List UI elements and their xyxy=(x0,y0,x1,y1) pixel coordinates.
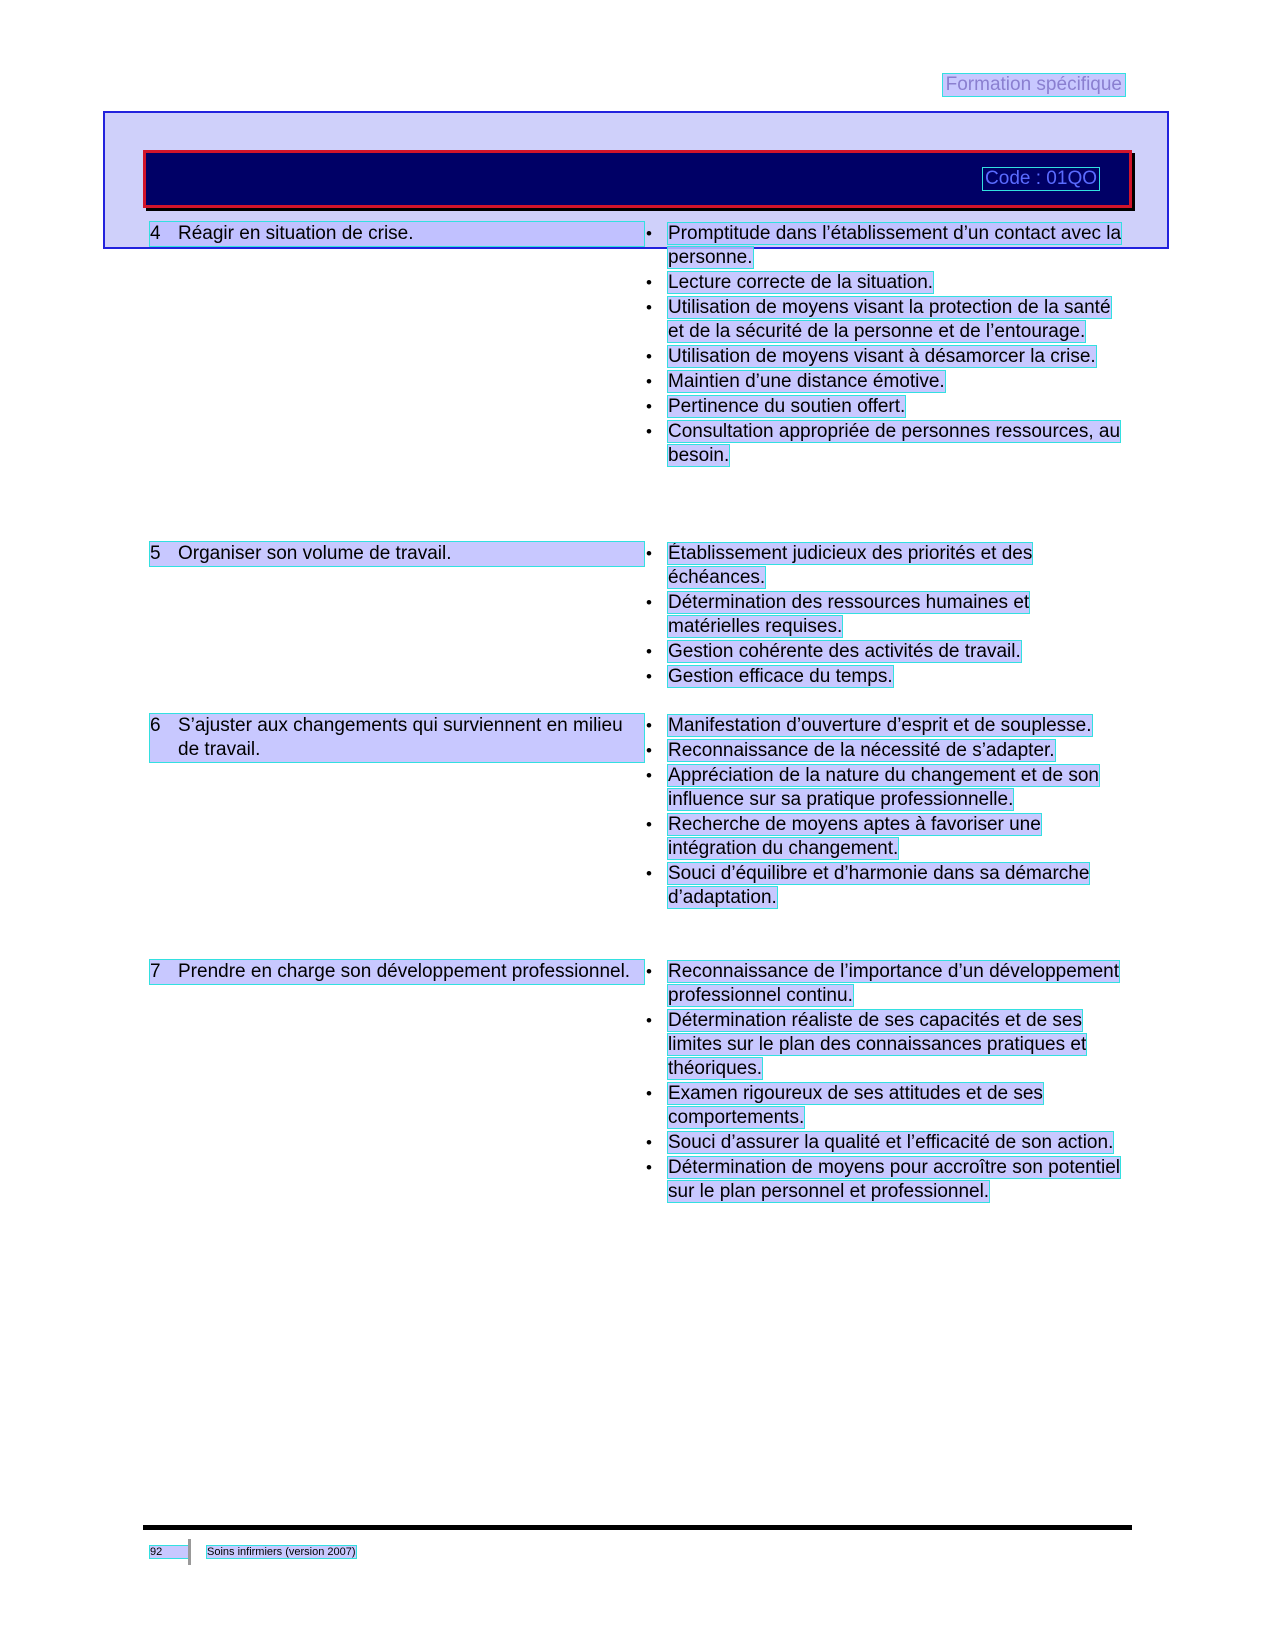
criterion: • Détermination réaliste de ses capacités et de ses limites sur le plan des connaissances pratiques et théoriques. xyxy=(646,1010,1087,1079)
bullet-icon: • xyxy=(646,716,652,735)
page-footer xyxy=(150,1539,356,1565)
bullet-icon: • xyxy=(646,667,652,686)
criterion: • Lecture correcte de la situation. xyxy=(646,272,934,293)
footer-rule xyxy=(143,1525,1132,1530)
bullet-icon: • xyxy=(646,1084,652,1103)
bullet-icon: • xyxy=(646,372,652,391)
criterion: • Consultation appropriée de personnes ressources, au besoin. xyxy=(646,421,1121,466)
bullet-icon: • xyxy=(646,224,652,243)
competency-text: Réagir en situation de crise. xyxy=(178,223,414,244)
criterion: • Reconnaissance de la nécessité de s’adapter. xyxy=(646,740,1055,761)
bullet-icon: • xyxy=(646,864,652,883)
criteria-list xyxy=(646,960,1126,1205)
bullet-icon: • xyxy=(646,273,652,292)
criterion: • Manifestation d’ouverture d’esprit et de souplesse. xyxy=(646,715,1092,736)
criterion: • Examen rigoureux de ses attitudes et de ses comportements. xyxy=(646,1083,1043,1128)
bullet-icon: • xyxy=(646,593,652,612)
competency-text: S’ajuster aux changements qui surviennent en milieu de travail. xyxy=(178,715,623,760)
bullet-icon: • xyxy=(646,741,652,760)
bullet-icon: • xyxy=(646,1133,652,1152)
program-code-bar xyxy=(143,150,1132,208)
document-title: Soins infirmiers (version 2007) xyxy=(207,1546,356,1558)
criterion: • Maintien d’une distance émotive. xyxy=(646,371,945,392)
bullet-icon: • xyxy=(646,642,652,661)
criterion: • Établissement judicieux des priorités et des échéances. xyxy=(646,543,1033,588)
competency-number: 5 xyxy=(150,543,161,564)
criterion: • Recherche de moyens aptes à favoriser une intégration du changement. xyxy=(646,814,1041,859)
bullet-icon: • xyxy=(646,544,652,563)
criterion: • Gestion efficace du temps. xyxy=(646,666,893,687)
bullet-icon: • xyxy=(646,815,652,834)
competency-number: 6 xyxy=(150,715,161,736)
criterion: • Gestion cohérente des activités de travail. xyxy=(646,641,1021,662)
criteria-list xyxy=(646,222,1126,469)
bullet-icon: • xyxy=(646,766,652,785)
page-number: 92 xyxy=(150,1546,188,1558)
footer-separator xyxy=(188,1539,191,1565)
competency-number: 7 xyxy=(150,961,161,982)
bullet-icon: • xyxy=(646,1011,652,1030)
bullet-icon: • xyxy=(646,422,652,441)
criteria-list xyxy=(646,542,1126,690)
criteria-list xyxy=(646,714,1126,911)
criterion: • Détermination de moyens pour accroître son potentiel sur le plan personnel et professionnel. xyxy=(646,1157,1121,1202)
competency-text: Prendre en charge son développement professionnel. xyxy=(178,961,631,982)
criterion: • Reconnaissance de l’importance d’un développement professionnel continu. xyxy=(646,961,1120,1006)
criterion: • Souci d’équilibre et d’harmonie dans sa démarche d’adaptation. xyxy=(646,863,1090,908)
criterion: • Utilisation de moyens visant à désamorcer la crise. xyxy=(646,346,1096,367)
competency xyxy=(150,542,644,566)
bullet-icon: • xyxy=(646,347,652,366)
bullet-icon: • xyxy=(646,298,652,317)
bullet-icon: • xyxy=(646,397,652,416)
bullet-icon: • xyxy=(646,1158,652,1177)
competency xyxy=(150,714,644,762)
criterion: • Promptitude dans l’établissement d’un contact avec la personne. xyxy=(646,223,1122,268)
bullet-icon: • xyxy=(646,962,652,981)
criterion: • Souci d’assurer la qualité et l’efficacité de son action. xyxy=(646,1132,1114,1153)
competency-text: Organiser son volume de travail. xyxy=(178,543,452,564)
criterion: • Détermination des ressources humaines et matérielles requises. xyxy=(646,592,1030,637)
running-header: Formation spécifique xyxy=(943,74,1125,96)
competency xyxy=(150,222,644,246)
program-code: Code : 01QO xyxy=(985,168,1097,189)
competency xyxy=(150,960,644,984)
criterion: • Appréciation de la nature du changement et de son influence sur sa pratique professionnelle. xyxy=(646,765,1099,810)
criterion: • Utilisation de moyens visant la protection de la santé et de la sécurité de la personne et de l’entourage. xyxy=(646,297,1111,342)
competency-number: 4 xyxy=(150,223,161,244)
criterion: • Pertinence du soutien offert. xyxy=(646,396,906,417)
